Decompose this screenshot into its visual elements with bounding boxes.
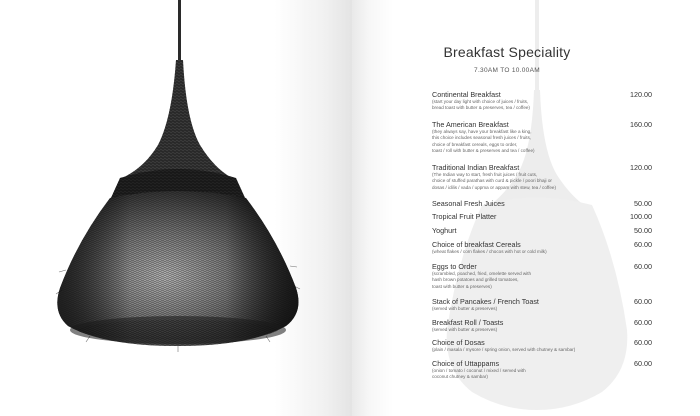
item-name: The American Breakfast [432,120,509,129]
item-desc: dosas / idilis / vada / uppma or appam with stew, tea / coffee) [432,184,557,190]
item-desc: (The Indian way to start, fresh fruit juices / fruit cuts, [432,172,538,177]
item-price: 60.00 [634,262,652,271]
item-desc: (scrambled, poached, fried, omelette served with [432,271,532,276]
item-price: 50.00 [634,226,652,235]
menu-hours: 7.30AM TO 10.00AM [474,67,540,74]
menu-item [432,226,652,235]
item-price: 100.00 [630,212,652,221]
menu-item [432,240,652,255]
menu-item [432,199,652,208]
item-desc: (served with butter & preserves) [432,327,498,332]
item-name: Choice of breakfast Cereals [432,240,521,249]
item-desc: (served with butter & preserves) [432,306,498,311]
menu-title: Breakfast Speciality [443,44,571,60]
item-price: 160.00 [630,120,652,129]
item-name: Continental Breakfast [432,90,501,99]
item-desc: this choice includes seasonal fresh juices / fruits, [432,135,532,141]
item-desc: toast with butter & preserves) [432,283,492,289]
item-name: Yoghurt [432,226,457,235]
item-price: 120.00 [630,90,652,99]
item-desc: hash brown potatoes and grilled tomatoes, [432,277,519,283]
item-name: Seasonal Fresh Juices [432,199,505,208]
item-price: 60.00 [634,359,652,368]
menu-item [432,212,652,221]
breakfast-menu [352,0,700,416]
item-desc: (wheat flakes / corn flakes / chocos with hot or cold milk) [432,249,547,254]
menu-item [432,318,652,333]
item-name: Tropical Fruit Platter [432,212,497,221]
item-price: 120.00 [630,163,652,172]
item-price: 60.00 [634,338,652,347]
menu-item [432,90,652,112]
menu-item [432,163,652,191]
item-price: 60.00 [634,240,652,249]
item-desc: choice of breakfast cereals, eggs to order, [432,141,518,147]
item-price: 60.00 [634,297,652,306]
right-page [352,0,700,416]
item-desc: (start your day light with choice of juices / fruits, [432,99,529,104]
item-desc: toast / roll with butter & preserves and tea / coffee) [432,148,535,154]
item-desc: (plain / masala / mysore / spring onion, served with chutney & sambar) [432,347,576,352]
menu-item [432,120,652,155]
item-desc: (onion / tomato / coconut / mixed / served with [432,368,526,373]
menu-item [432,297,652,312]
item-name: Breakfast Roll / Toasts [432,318,504,327]
item-price: 60.00 [634,318,652,327]
item-name: Choice of Dosas [432,338,485,347]
item-desc: choice of stuffed parathas with curd & pickle / poori bhaji or [432,178,552,184]
item-price: 50.00 [634,199,652,208]
item-name: Stack of Pancakes / French Toast [432,297,539,306]
item-desc: coconut chutney & sambar) [432,374,488,380]
item-desc: bread toast with butter & preserves, tea / coffee) [432,105,530,111]
menu-item [432,262,652,290]
item-name: Traditional Indian Breakfast [432,163,520,172]
menu-item [432,359,652,381]
item-name: Choice of Uttappams [432,359,500,368]
menu-item [432,338,652,353]
item-desc: (they always say, have your breakfast like a king, [432,129,532,134]
item-name: Eggs to Order [432,262,477,271]
